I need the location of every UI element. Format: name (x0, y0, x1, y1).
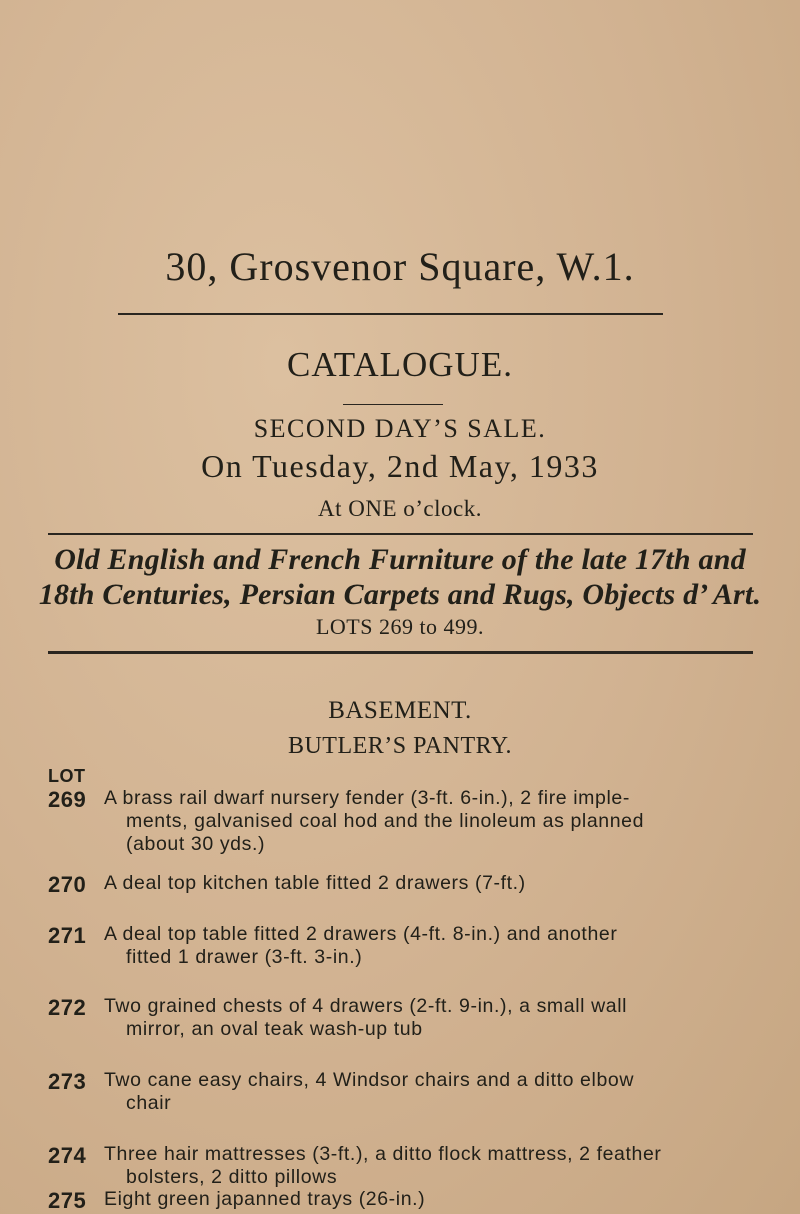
lot-number: 272 (48, 995, 87, 1020)
lot-description-line: Eight green japanned trays (26-in.) (104, 1188, 426, 1210)
lot-description (104, 872, 754, 895)
address-heading: 30, Grosvenor Square, W.1. (165, 244, 635, 289)
sale-time: At ONE o’clock. (318, 496, 482, 521)
lot-number: 270 (48, 872, 87, 897)
lot-number: 271 (48, 923, 87, 948)
lot-description-line: Three hair mattresses (3-ft.), a ditto flock mattress, 2 feather (104, 1143, 662, 1165)
lot-column-header: LOT (48, 766, 86, 786)
lot-description (104, 1069, 754, 1115)
divider-rule (118, 313, 663, 315)
sale-description-line: 18th Centuries, Persian Carpets and Rugs, Objects d’ Art. (38, 578, 762, 611)
sale-date: On Tuesday, 2nd May, 1933 (201, 448, 599, 484)
room-title: BUTLER’S PANTRY. (287, 733, 513, 759)
sale-description (0, 542, 800, 612)
lot-description-line: A deal top kitchen table fitted 2 drawers (7-ft.) (104, 872, 526, 894)
lots-range: LOTS 269 to 499. (315, 614, 485, 639)
lot-description-line: Two cane easy chairs, 4 Windsor chairs and a ditto elbow (104, 1069, 635, 1091)
sale-heading: SECOND DAY’S SALE. (253, 414, 547, 443)
lot-description-line: mirror, an oval teak wash-up tub (126, 1018, 423, 1040)
sale-description-line: Old English and French Furniture of the late 17th and (54, 543, 746, 576)
lot-description (104, 923, 754, 969)
divider-rule (48, 651, 753, 654)
lot-number: 273 (48, 1069, 87, 1094)
lot-description-line: ments, galvanised coal hod and the linoleum as planned (126, 810, 645, 832)
short-divider-rule (343, 404, 443, 405)
lot-number: 269 (48, 787, 87, 812)
catalogue-title: CATALOGUE. (287, 345, 513, 384)
lot-number: 274 (48, 1143, 87, 1168)
lot-description (104, 787, 754, 856)
section-title: BASEMENT. (328, 697, 472, 724)
lot-description (104, 995, 754, 1041)
lot-description-line: Two grained chests of 4 drawers (2-ft. 9-in.), a small wall (104, 995, 628, 1017)
lot-description-line: fitted 1 drawer (3-ft. 3-in.) (126, 946, 363, 968)
lot-description-line: chair (126, 1092, 172, 1114)
lot-description-line: A brass rail dwarf nursery fender (3-ft. 6-in.), 2 fire imple- (104, 787, 630, 809)
lot-description-line: bolsters, 2 ditto pillows (126, 1166, 338, 1188)
lot-description-line: A deal top table fitted 2 drawers (4-ft. 8-in.) and another (104, 923, 618, 945)
lot-description (104, 1188, 754, 1211)
lot-number: 275 (48, 1188, 87, 1213)
lot-description (104, 1143, 754, 1189)
divider-rule (48, 533, 753, 535)
lot-description-line: (about 30 yds.) (126, 833, 266, 855)
